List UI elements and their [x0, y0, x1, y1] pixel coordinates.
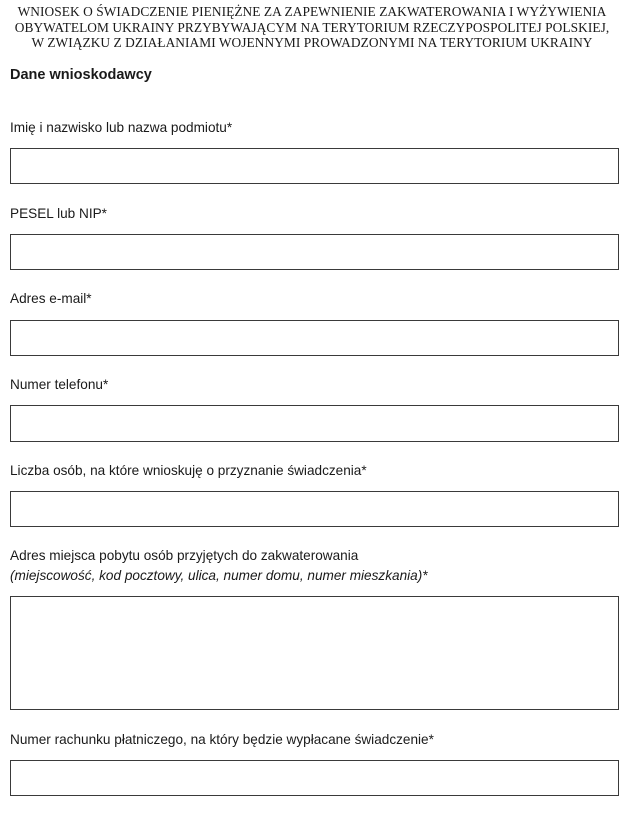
accommodation-address-textarea[interactable] [10, 596, 619, 710]
section-heading-applicant-data: Dane wnioskodawcy [10, 67, 152, 83]
name-label: Imię i nazwisko lub nazwa podmiotu* [10, 120, 233, 135]
pesel-nip-label: PESEL lub NIP* [10, 206, 107, 221]
form-title-line-2: OBYWATELOM UKRAINY PRZYBYWAJĄCYM NA TERYTORIUM RZECZYPOSPOLITEJ POLSKIEJ, [14, 19, 610, 35]
bank-account-input[interactable] [10, 760, 619, 796]
form-title [0, 4, 624, 51]
form-title-line-1: WNIOSEK O ŚWIADCZENIE PIENIĘŻNE ZA ZAPEWNIENIE ZAKWATEROWANIA I WYŻYWIENIA [17, 4, 607, 19]
email-input[interactable] [10, 320, 619, 356]
persons-count-input[interactable] [10, 491, 619, 527]
bank-account-label: Numer rachunku płatniczego, na który będzie wypłacane świadczenie* [10, 732, 434, 747]
email-label: Adres e-mail* [10, 291, 92, 306]
persons-count-label: Liczba osób, na które wnioskuję o przyznanie świadczenia* [10, 463, 367, 478]
form-title-line-3: W ZWIĄZKU Z DZIAŁANIAMI WOJENNYMI PROWADZONYMI NA TERYTORIUM UKRAINY [31, 35, 593, 50]
name-input[interactable] [10, 148, 619, 184]
phone-input[interactable] [10, 405, 619, 442]
accommodation-address-label-text: Adres miejsca pobytu osób przyjętych do zakwaterowania [10, 548, 359, 563]
accommodation-address-label [10, 546, 428, 586]
accommodation-address-hint: (miejscowość, kod pocztowy, ulica, numer domu, numer mieszkania)* [10, 568, 428, 583]
pesel-nip-input[interactable] [10, 234, 619, 270]
phone-label: Numer telefonu* [10, 377, 109, 392]
